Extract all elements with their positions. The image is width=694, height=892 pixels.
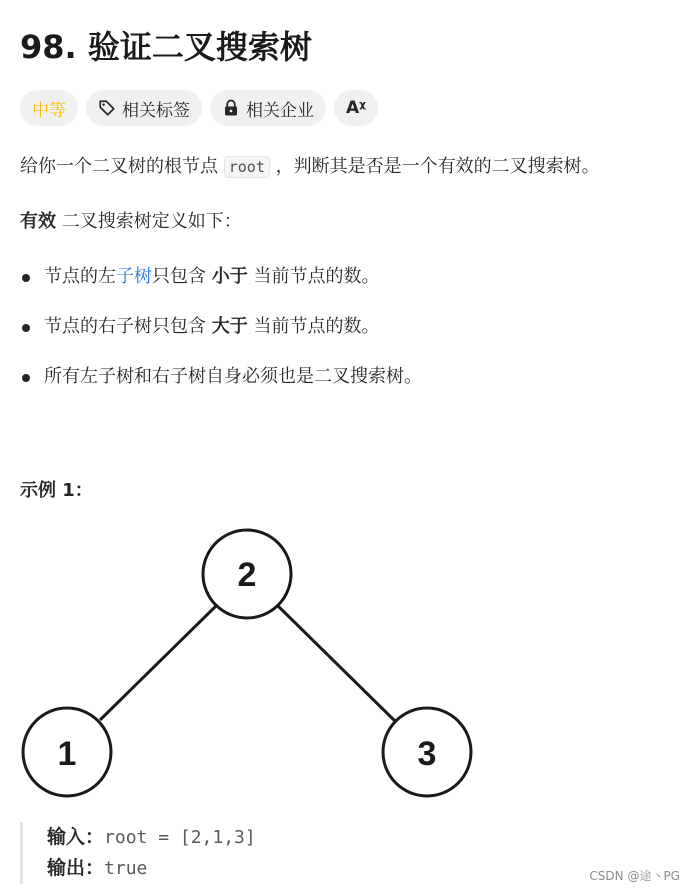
tag-bar — [20, 90, 378, 126]
related-tags-button[interactable] — [86, 90, 202, 126]
example-title: 示例 1： — [20, 480, 93, 501]
list-item: 所有左子树和右子树自身必须也是二叉搜索树。 — [20, 362, 422, 412]
tree-edge-left — [100, 604, 218, 720]
translate-button[interactable] — [334, 90, 378, 126]
example-io-block — [20, 822, 256, 884]
related-companies-button[interactable] — [210, 90, 326, 126]
input-value: root = [2,1,3] — [104, 827, 256, 848]
difficulty-label: 中等 — [32, 100, 66, 121]
inline-code-root: root — [224, 156, 270, 178]
problem-title: 98. 验证二叉搜索树 — [20, 28, 312, 66]
tree-edge-right — [276, 604, 396, 722]
lock-icon — [222, 99, 240, 117]
related-companies-label: 相关企业 — [246, 100, 314, 121]
list-item: 节点的左子树只包含 小于 当前节点的数。 — [20, 262, 422, 312]
subtree-link[interactable]: 子树 — [116, 266, 152, 287]
tree-node-right-label: 3 — [417, 735, 437, 773]
description-paragraph-2: 有效 二叉搜索树定义如下： — [20, 211, 242, 232]
output-value: true — [104, 858, 148, 879]
input-label: 输入： — [47, 826, 105, 848]
tree-node-left-label: 1 — [57, 735, 77, 773]
example-tree-diagram — [20, 522, 480, 804]
definition-list — [20, 262, 422, 412]
example-input-line — [47, 822, 256, 853]
tree-node-root-label: 2 — [237, 556, 257, 594]
example-output-line — [47, 853, 256, 884]
output-label: 输出： — [47, 857, 105, 879]
description-paragraph-1: 给你一个二叉树的根节点 root ，判断其是否是一个有效的二叉搜索树。 — [20, 156, 600, 177]
watermark: CSDN @途丶PG — [589, 869, 680, 883]
list-item: 节点的右子树只包含 大于 当前节点的数。 — [20, 312, 422, 362]
tag-icon — [98, 99, 116, 117]
translate-icon: Aᵡ — [346, 98, 367, 118]
related-tags-label: 相关标签 — [122, 100, 190, 121]
difficulty-badge[interactable] — [20, 90, 78, 126]
